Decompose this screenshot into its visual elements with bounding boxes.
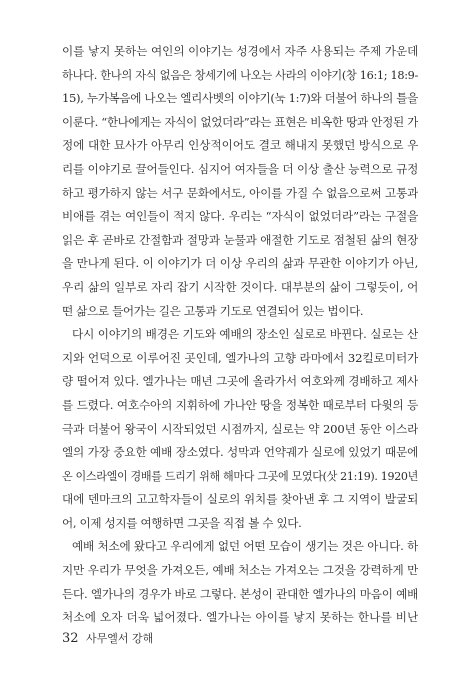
text-line: 이룬다. “한나에게는 자식이 없었더라”라는 표현은 비옥한 땅과 안정된 가 xyxy=(62,114,418,129)
text-line: 리를 이야기로 끌어들인다. 심지어 여자들을 더 이상 출산 능력으로 규정 xyxy=(62,161,418,176)
text-line: 량 떨어져 있다. 엘가나는 매년 그곳에 올라가서 여호와께 경배하고 제사 xyxy=(62,374,418,389)
text-line: 떤 삶으로 들어가는 길은 고통과 기도로 연결되어 있는 법이다. xyxy=(62,303,364,318)
body-text xyxy=(62,40,418,630)
text-line: 하나다. 한나의 자식 없음은 창세기에 나오는 사라의 이야기(창 16:1; 18:9- xyxy=(62,67,418,82)
text-line: 어, 이제 성지를 여행하면 그곳을 직접 볼 수 있다. xyxy=(62,515,302,530)
running-title: 사무엘서 강해 xyxy=(86,632,154,645)
text-line: 읽은 후 곧바로 간절함과 절망과 눈물과 애절한 기도로 점철된 삶의 현장 xyxy=(62,232,418,247)
text-line: 다시 이야기의 배경은 기도와 예배의 장소인 실로로 바뀐다. 실로는 산 xyxy=(72,327,418,342)
text-line: 대에 덴마크의 고고학자들이 실로의 위치를 찾아낸 후 그 지역이 발굴되 xyxy=(62,492,418,507)
text-line: 이를 낳지 못하는 여인의 이야기는 성경에서 자주 사용되는 주제 가운데 xyxy=(62,44,418,58)
page-number: 32 xyxy=(62,631,79,646)
text-line: 든다. 엘가나의 경우가 바로 그렇다. 본성이 관대한 엘가나의 마음이 예배 xyxy=(62,586,418,601)
text-line: 15), 누가복음에 나오는 엘리사벳의 이야기(눅 1:7)와 더불어 하나의 틀을 xyxy=(62,91,418,106)
text-line: 하고 평가하지 않는 서구 문화에서도, 아이를 가질 수 없음으로써 고통과 xyxy=(62,185,418,200)
text-line: 정에 대한 묘사가 아무리 인상적이어도 결코 해내지 못했던 방식으로 우 xyxy=(62,138,418,153)
text-line: 우리 삶의 일부로 자리 잡기 시작한 것이다. 대부분의 삶이 그렇듯이, 어 xyxy=(62,279,418,294)
text-line: 지와 언덕으로 이루어진 곳인데, 엘가나의 고향 라마에서 32킬로미터가 xyxy=(62,350,418,365)
text-line: 처소에 오자 더욱 넓어졌다. 엘가나는 아이를 낳지 못하는 한나를 비난 xyxy=(62,610,418,625)
text-line: 지만 우리가 무엇을 가져오든, 예배 처소는 가져오는 그것을 강력하게 만 xyxy=(62,563,418,578)
text-line: 온 이스라엘이 경배를 드리기 위해 해마다 그곳에 모였다(삿 21:19). 1920년 xyxy=(62,468,418,483)
text-line: 극과 더불어 왕국이 시작되었던 시점까지, 실로는 약 200년 동안 이스라 xyxy=(62,421,418,436)
text-line: 을 만나게 된다. 이 이야기가 더 이상 우리의 삶과 무관한 이야기가 아닌, xyxy=(62,256,418,271)
page-footer xyxy=(62,630,153,646)
text-line: 엘의 가장 중요한 예배 장소였다. 성막과 언약궤가 실로에 있었기 때문에 xyxy=(62,445,418,460)
text-line: 예배 처소에 왔다고 우리에게 없던 어떤 모습이 생기는 것은 아니다. 하 xyxy=(72,539,418,554)
text-line: 를 드렸다. 여호수아의 지휘하에 가나안 땅을 정복한 때로부터 다윗의 등 xyxy=(62,397,418,412)
text-line: 비애를 겪는 여인들이 적지 않다. 우리는 “자식이 없었더라”라는 구절을 xyxy=(62,209,418,224)
